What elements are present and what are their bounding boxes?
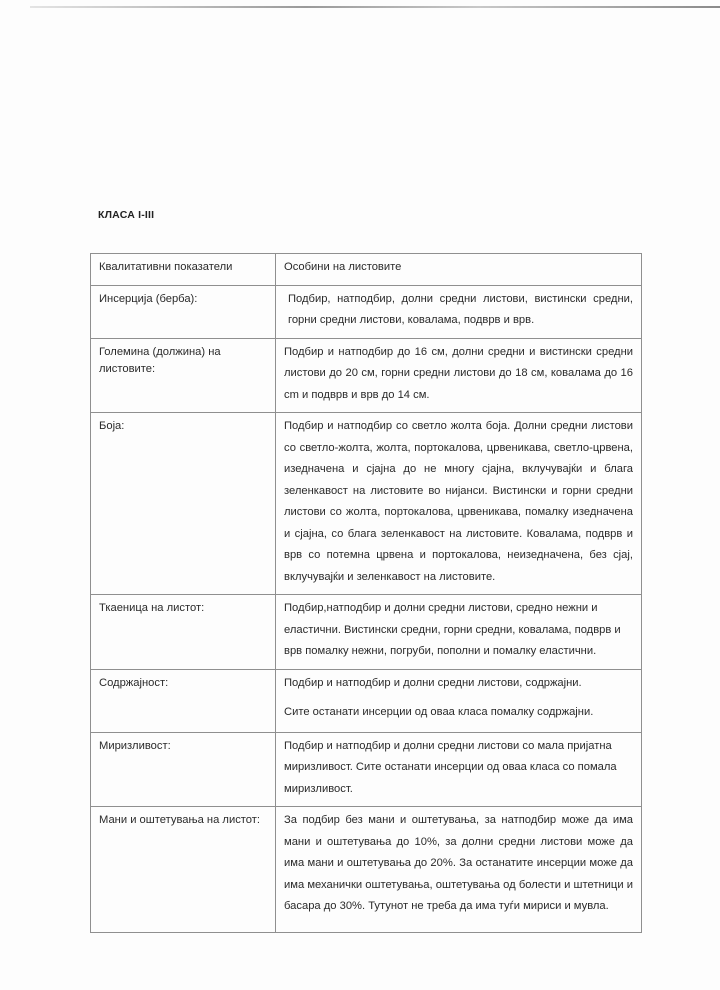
- table-row-insertion: [91, 285, 642, 338]
- row-value: [276, 413, 642, 595]
- table-row-texture: [91, 595, 642, 670]
- row-label: Големина (должина) на листовите:: [91, 338, 276, 413]
- row-text: Подбир и натподбир до 16 см, долни средни и вистински средни листови до 20 см, горни средни листови до 18 см, ковалама до 16 cm и подврв и врв до 14 см.: [284, 345, 633, 401]
- table-row-substance: [91, 669, 642, 732]
- table-row-size: [91, 338, 642, 413]
- row-text: Подбир,натподбир и долни средни листови, средно нежни и еластични. Вистински средни, горни средни, ковалама, подврв и врв помалку нежни, погруби, пополни и помалку еластични.: [284, 602, 621, 657]
- row-text: Подбир, натподбир, долни средни листови, вистински средни, горни средни листови, ковалама, подврв и врв.: [288, 292, 633, 326]
- row-text: Подбир и натподбир и долни средни листови со мала пријатна миризливост. Сите останати инсерции од оваа класа со помала миризливост.: [284, 739, 617, 795]
- table-header-row: [91, 254, 642, 286]
- row-value: [276, 338, 642, 413]
- row-text: Подбир и натподбир и долни средни листови, содржајни.: [284, 676, 582, 689]
- row-label: Боја:: [91, 413, 276, 595]
- table-row-color: [91, 413, 642, 595]
- row-label: Содржајност:: [91, 669, 276, 732]
- row-label: Миризливост:: [91, 732, 276, 807]
- document-heading: КЛАСА I-III: [98, 209, 155, 221]
- row-value: [276, 669, 642, 732]
- header-leaf-characteristics: Особини на листовите: [276, 254, 642, 286]
- header-quality-indicators: Квалитативни показатели: [91, 254, 276, 286]
- row-text: За подбир без мани и оштетувања, за натподбир може да има мани и оштетувања до 10%, за долни средни листови може да има мани и оштетувања до 20%. За останатите инсерции може да има механички оштетувања, оштетувања од болести и штетници и басара до 30%. Тутунот не треба да има туѓи мириси и мувла.: [284, 814, 633, 912]
- row-value: [276, 285, 642, 338]
- row-text: Подбир и натподбир со светло жолта боја. Долни средни листови со светло-жолта, жолта, портокалова, црвеникава, светло-црвена, изедначена и сјајна до не многу сјајна, вклучувајќи и блага зеленкавост на листовите во нијанси. Вистински и горни средни листови со жолта, портокалова, црвеникава, помалку изедначена и сјајна, со блага зеленкавост на листовите. Ковалама, подврв и врв со потемна црвена и портокалова, неизедначена, без сјај, вклучувајќи и зеленкавост на листовите.: [284, 420, 633, 583]
- row-label: Мани и оштетувања на листот:: [91, 807, 276, 933]
- row-value: [276, 595, 642, 670]
- scan-edge-line: [30, 6, 720, 8]
- row-label: Ткаеница на листот:: [91, 595, 276, 670]
- row-value: [276, 732, 642, 807]
- row-label: Инсерција (берба):: [91, 285, 276, 338]
- row-text: Сите останати инсерции од оваа класа помалку содржајни.: [284, 706, 594, 718]
- table-row-defects: [91, 807, 642, 933]
- quality-indicators-table: [90, 253, 642, 933]
- row-value: [276, 807, 642, 933]
- table-row-aroma: [91, 732, 642, 807]
